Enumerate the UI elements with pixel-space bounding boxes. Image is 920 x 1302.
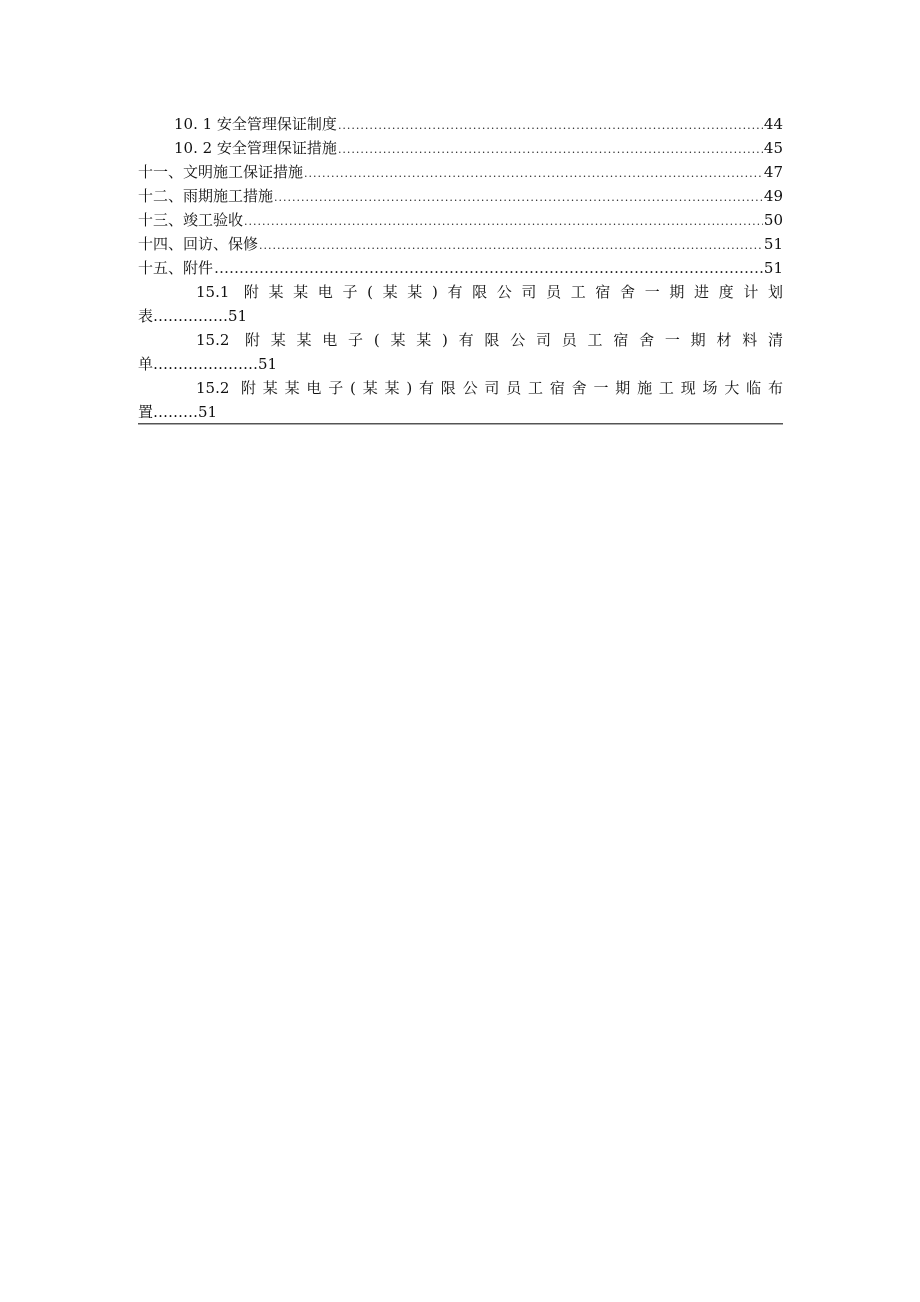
toc-page-number: 51 bbox=[198, 403, 218, 421]
toc-ellipsis-leader: …………… bbox=[153, 307, 229, 325]
toc-page-number: 51 bbox=[258, 355, 278, 373]
toc-entry-title: 15.2 附某某电子(某某)有限公司员工宿舍一期施工现场大临布 bbox=[196, 379, 783, 397]
toc-page-number: 44 bbox=[763, 115, 783, 133]
toc-entry-title-tail: 单 bbox=[138, 355, 154, 373]
toc-entry-11[interactable] bbox=[138, 160, 783, 184]
toc-entry-title-tail: 置 bbox=[138, 403, 154, 421]
toc-entry-14[interactable] bbox=[138, 232, 783, 256]
toc-entry-15[interactable] bbox=[138, 256, 783, 280]
toc-entry-10-2[interactable] bbox=[138, 136, 783, 160]
table-of-contents bbox=[138, 112, 783, 424]
toc-entry-15-2-site-layout[interactable] bbox=[138, 376, 783, 424]
toc-entry-12[interactable] bbox=[138, 184, 783, 208]
toc-entry-title: 十一、文明施工保证措施 bbox=[138, 163, 304, 181]
toc-dot-leader bbox=[274, 186, 763, 210]
toc-entry-15-1[interactable] bbox=[138, 280, 783, 328]
toc-entry-title: 15.1 附某某电子(某某)有限公司员工宿舍一期进度计划 bbox=[196, 283, 783, 301]
toc-entry-title: 15.2 附某某电子(某某)有限公司员工宿舍一期材料清 bbox=[196, 331, 783, 349]
toc-entry-title: 10. 1 安全管理保证制度 bbox=[174, 115, 337, 133]
toc-dot-leader bbox=[338, 114, 763, 138]
toc-ellipsis-leader: ………………… bbox=[153, 355, 259, 373]
toc-entry-title: 十三、竣工验收 bbox=[138, 211, 244, 229]
toc-dot-leader bbox=[304, 162, 763, 186]
toc-page-number: 49 bbox=[763, 187, 783, 205]
toc-page-number: 45 bbox=[763, 139, 783, 157]
toc-entry-10-1[interactable] bbox=[138, 112, 783, 136]
toc-page-number: 47 bbox=[763, 163, 783, 181]
toc-page-number: 51 bbox=[228, 307, 248, 325]
toc-entry-title-tail: 表 bbox=[138, 307, 154, 325]
toc-entry-continuation bbox=[138, 352, 783, 376]
toc-entry-title: 十五、附件 bbox=[138, 259, 214, 277]
toc-entry-continuation bbox=[138, 304, 783, 328]
toc-ellipsis-leader: ……… bbox=[153, 403, 199, 421]
toc-entry-title: 十四、回访、保修 bbox=[138, 235, 259, 253]
toc-entry-title: 10. 2 安全管理保证措施 bbox=[174, 139, 337, 157]
toc-page-number: 51 bbox=[763, 259, 783, 277]
toc-dot-leader bbox=[214, 256, 763, 282]
toc-dot-leader bbox=[338, 138, 763, 162]
toc-entry-title: 十二、雨期施工措施 bbox=[138, 187, 274, 205]
toc-page-number: 50 bbox=[763, 211, 783, 229]
toc-page-number: 51 bbox=[763, 235, 783, 253]
toc-dot-leader bbox=[259, 234, 763, 258]
toc-entry-15-2-materials[interactable] bbox=[138, 328, 783, 376]
toc-entry-13[interactable] bbox=[138, 208, 783, 232]
toc-bottom-rule bbox=[138, 423, 783, 425]
toc-dot-leader bbox=[244, 210, 763, 234]
toc-entry-continuation bbox=[138, 400, 783, 424]
